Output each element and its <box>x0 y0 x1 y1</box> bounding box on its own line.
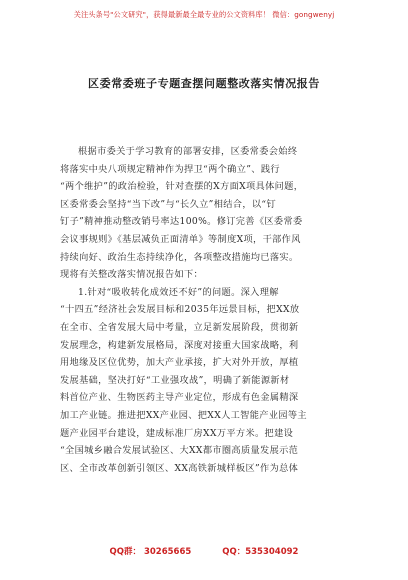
text-line: 题产业园平台建设，建成标准厂房XX万平方米。把建设 <box>60 427 294 439</box>
text-line: 根据市委关于学习教育的部署安排，区委常委会始终 <box>78 146 298 157</box>
text-line: 发展理念，构建新发展格局，深度对接重大国家战略，利 <box>60 339 299 351</box>
text-line: 区、全市改革创新引领区、XX高铁新城样板区”作为总体 <box>60 462 299 474</box>
text-line: 持续向好、政治生态持续净化，各项整改措施均已落实。 <box>60 251 299 263</box>
text-line: 钉子”精神推动整改销号率达100%。修订完善《区委常委 <box>60 216 303 228</box>
qq-number: QQ：535304092 <box>222 547 299 557</box>
text-line: 料首位产业、生物医药主导产业定位，形成有色金属精深 <box>60 392 299 404</box>
text-line: “两个维护”的政治检验，针对查摆的X方面X项具体问题， <box>60 181 304 193</box>
text-line: “十四五”经济社会发展目标和2035年远景目标，把XX放 <box>60 304 300 316</box>
text-line: 区委常委会坚持“当下改”与“长久立”相结合，以“钉 <box>60 198 276 210</box>
text-line: 用地缘及区位优势，加大产业承接，扩大对外开放，厚植 <box>60 357 299 369</box>
text-line: “全国城乡融合发展试验区、大XX都市圈高质量发展示范 <box>60 445 299 457</box>
paragraph-intro <box>60 143 348 284</box>
text-line: 现将有关整改落实情况报告如下： <box>60 269 204 281</box>
text-line: 会议事规则》《基层减负正面清单》等制度X项，干部作风 <box>60 233 301 245</box>
text-line: 加工产业链。推进把XX产业园、把XX人工智能产业园等主 <box>60 409 307 421</box>
paragraph-item-1 <box>60 284 348 478</box>
qq-group-number: QQ群： 30265665 <box>109 547 192 557</box>
text-line: 将落实中央八项规定精神作为捍卫“两个确立”、践行 <box>60 163 280 175</box>
footer-contact <box>0 545 408 557</box>
header-banner: 关注头条号"公文研究"，获得最新最全最专业的公文资料库！ 微信：gongwenyj <box>73 10 335 19</box>
text-line: 发展基础，坚决打好“工业强攻战”，明确了新能源新材 <box>60 374 290 386</box>
text-line: 1.针对“吸收转化成效还不好”的问题。深入理解 <box>78 286 279 298</box>
document-body <box>60 143 348 477</box>
document-title: 区委常委班子专题查摆问题整改落实情况报告 <box>88 77 320 90</box>
text-line: 在全市、全省发展大局中考量，立足新发展阶段，贯彻新 <box>60 321 299 333</box>
